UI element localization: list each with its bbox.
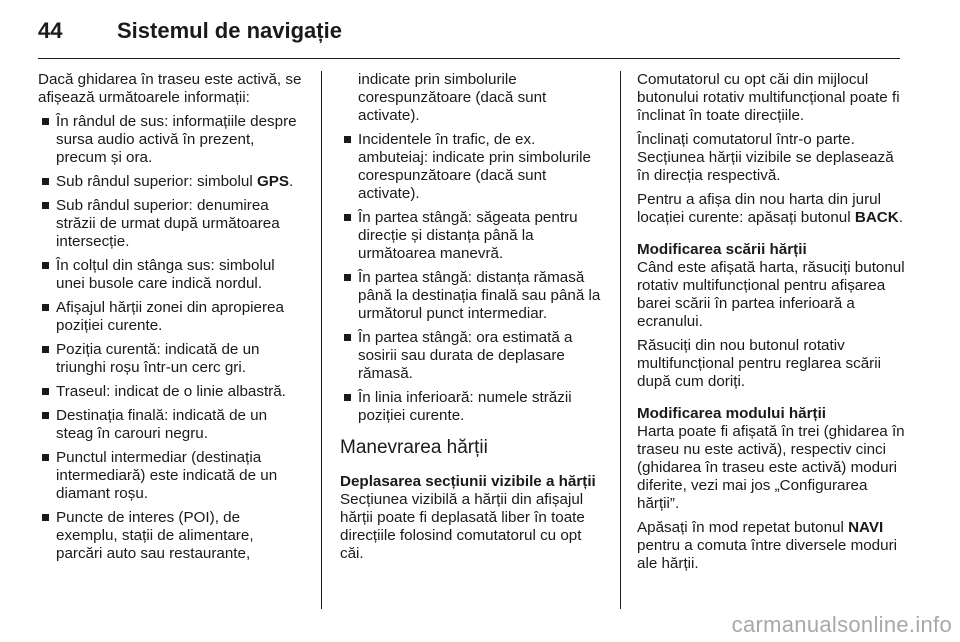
bullet-square-icon <box>42 454 49 461</box>
bullet-square-icon <box>344 214 351 221</box>
list-item: Puncte de interes (POI), de exemplu, stații de alimentare, parcări auto sau restaurante, <box>38 509 302 563</box>
bullet-square-icon <box>42 346 49 353</box>
bullet-square-icon <box>42 178 49 185</box>
bullet-square-icon <box>42 262 49 269</box>
bullet-square-icon <box>42 304 49 311</box>
list-item: În colțul din stânga sus: simbolul unei busole care indică nordul. <box>38 257 302 293</box>
list-item: În rândul de sus: informațiile despre sursa audio activă în prezent, precum și ora. <box>38 113 302 167</box>
subsection-paragraph: Secțiunea vizibilă a hărții din afișajul hărții poate fi deplasată liber în toate direcțiile folosind comutatorul cu opt căi. <box>340 491 585 562</box>
list-item: În partea stângă: ora estimată a sosirii sau durata de deplasare rămasă. <box>340 329 604 383</box>
subsection-heading: Deplasarea secțiunii vizibile a hărții <box>340 473 596 490</box>
list-item: În partea stângă: distanța rămasă până la destinația finală sau până la următorul punct intermediar. <box>340 269 604 323</box>
list-item: Sub rândul superior: denumirea străzii de urmat după următoarea intersecție. <box>38 197 302 251</box>
bullet-square-icon <box>42 412 49 419</box>
navi-keyword: NAVI <box>848 519 884 536</box>
list-item: În partea stângă: săgeata pentru direcție și distanța până la următoarea manevră. <box>340 209 604 263</box>
gps-keyword: GPS <box>256 173 290 190</box>
list-item: Afișajul hărții zonei din apropierea poziției curente. <box>38 299 302 335</box>
bullet-square-icon <box>42 514 49 521</box>
back-keyword: BACK <box>854 209 899 226</box>
paragraph: Înclinați comutatorul într-o parte. Secțiunea hărții vizibile se deplasează în direcția respectivă. <box>637 131 894 184</box>
bullet-square-icon <box>42 118 49 125</box>
page-number: 44 <box>38 18 63 43</box>
bullet-square-icon <box>344 136 351 143</box>
watermark: carmanualsonline.info <box>731 612 952 637</box>
page-header <box>0 0 960 62</box>
intro-paragraph: Dacă ghidarea în traseu este activă, se afișează următoarele informații: <box>38 71 302 106</box>
bullet-square-icon <box>344 394 351 401</box>
list-item: În linia inferioară: numele străzii poziției curente. <box>340 389 604 425</box>
info-bullet-list <box>38 113 302 563</box>
subsection-map-mode <box>637 405 905 573</box>
bullet-square-icon <box>344 334 351 341</box>
page-title: Sistemul de navigație <box>117 18 342 43</box>
subsection-heading: Modificarea modului hărții <box>637 405 827 422</box>
header-divider <box>38 58 900 59</box>
bullet-square-icon <box>344 274 351 281</box>
section-heading: Manevrarea hărții <box>340 437 488 458</box>
paragraph: Harta poate fi afișată în trei (ghidarea în traseu nu este activă), respectiv cinci (ghidarea în traseu este activă) moduri diferite, vezi mai jos „Configurarea hărții”. <box>637 423 905 512</box>
paragraph: Comutatorul cu opt căi din mijlocul butonului rotativ multifuncțional poate fi înclinat în toate direcțiile. <box>637 71 900 124</box>
info-bullet-list-continued <box>340 71 604 425</box>
column-3 <box>637 71 905 579</box>
paragraph: Apăsați în mod repetat butonul NAVI pentru a comuta între diversele moduri ale hărții. <box>637 519 898 572</box>
paragraph: Pentru a afișa din nou harta din jurul locației curente: apăsați butonul BACK. <box>637 191 903 226</box>
column-divider-1 <box>321 71 322 609</box>
paragraph: Când este afișată harta, răsuciți butonul rotativ multifuncțional pentru afișarea barei scării în partea inferioară a ecranului. <box>637 259 905 330</box>
paragraph: Răsuciți din nou butonul rotativ multifuncțional pentru reglarea scării după cum doriți. <box>637 337 881 390</box>
subsection-heading: Modificarea scării hărții <box>637 241 807 258</box>
list-item: Incidentele în trafic, de ex. ambuteiaj: indicate prin simbolurile corespunzătoare (dacă sunt activate). <box>340 131 604 203</box>
bullet-square-icon <box>42 388 49 395</box>
list-item: Punctul intermediar (destinația intermediară) este indicată de un diamant roșu. <box>38 449 302 503</box>
list-item: Traseul: indicat de o linie albastră. <box>38 383 302 401</box>
subsection-map-scale <box>637 241 905 391</box>
list-item-continuation: indicate prin simbolurile corespunzătoare (dacă sunt activate). <box>358 71 547 124</box>
column-divider-2 <box>620 71 621 609</box>
list-item: Destinația finală: indicată de un steag în carouri negru. <box>38 407 302 443</box>
column-2 <box>340 71 604 569</box>
bullet-square-icon <box>42 202 49 209</box>
list-item: Poziția curentă: indicată de un triunghi roșu într-un cerc gri. <box>38 341 302 377</box>
list-item: Sub rândul superior: simbolul GPS. <box>38 173 302 191</box>
column-1 <box>38 71 302 569</box>
